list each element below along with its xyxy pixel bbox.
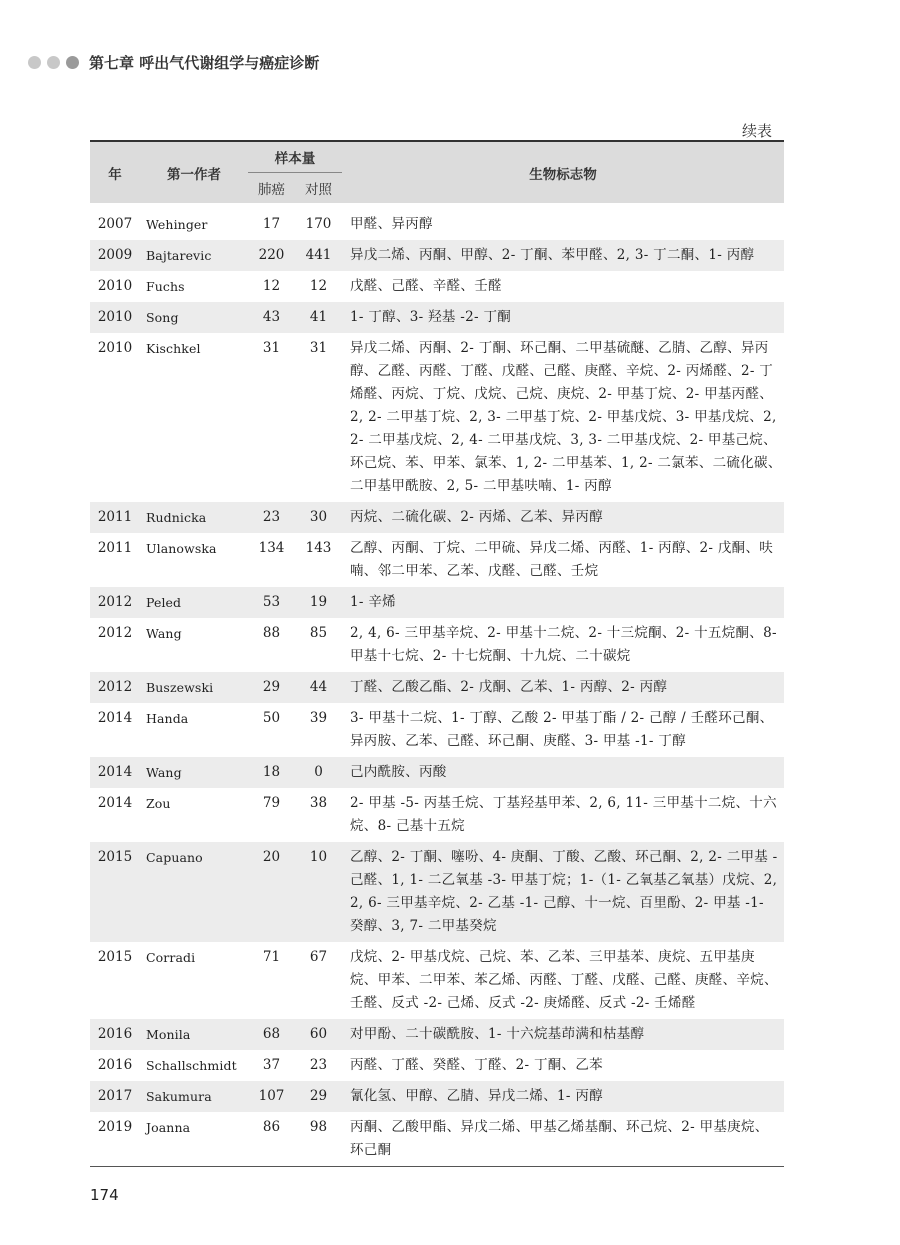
cell-biomarkers: 3- 甲基十二烷、1- 丁醇、乙酸 2- 甲基丁酯 / 2- 己醇 / 壬醛环己酮、异丙胺、乙苯、己醛、环己酮、庚醛、3- 甲基 -1- 丁醇 (350, 710, 774, 749)
cell-biomarkers: 己内酰胺、丙酸 (350, 764, 447, 780)
header-lung-cancer: 肺癌 (258, 182, 285, 198)
header-biomarkers: 生物标志物 (529, 166, 597, 183)
cell-year: 2016 (97, 1057, 133, 1073)
cell-year: 2017 (97, 1088, 133, 1104)
cell-year: 2015 (97, 849, 133, 865)
cell-author: Handa (146, 711, 189, 726)
continued-label: 续表 (741, 122, 772, 140)
cell-biomarkers: 氰化氢、甲醇、乙腈、异戊二烯、1- 丙醇 (350, 1088, 603, 1104)
cell-year: 2011 (97, 540, 133, 556)
cell-year: 2015 (97, 949, 133, 965)
cell-lung-cancer-count: 88 (262, 625, 281, 641)
table-body (90, 203, 784, 1167)
cell-author: Joanna (146, 1120, 191, 1135)
header-control: 对照 (305, 182, 332, 198)
cell-control-count: 38 (309, 795, 328, 811)
cell-biomarkers: 戊烷、2- 甲基戊烷、己烷、苯、乙苯、三甲基苯、庚烷、五甲基庚烷、甲苯、二甲苯、苯乙烯、丙醛、丁醛、戊醛、己醛、庚醛、辛烷、壬醛、反式 -2- 己烯、反式 -2- 庚烯醛、反式 -2- 壬烯醛 (350, 949, 778, 1011)
cell-control-count: 170 (305, 216, 332, 232)
cell-lung-cancer-count: 86 (262, 1119, 281, 1135)
cell-year: 2012 (97, 594, 133, 610)
table-row (90, 533, 784, 587)
table-row (90, 842, 784, 942)
cell-biomarkers: 异戊二烯、丙酮、2- 丁酮、环己酮、二甲基硫醚、乙腈、乙醇、异丙醇、乙醛、丙醛、丁醛、戊醛、己醛、庚醛、辛烷、2- 丙烯醛、2- 丁烯醛、丙烷、丁烷、戊烷、己烷、庚烷、2- 甲基丁烷、2- 甲基丙醛、2, 2- 二甲基丁烷、2, 3- 二甲基丁烷、2- 甲基戊烷、3- 甲基戊烷、2, 2- 二甲基戊烷、2, 4- 二甲基戊烷、3, 3- 二甲基戊烷、2- 甲基己烷、环己烷、苯、甲苯、氯苯、1, 2- 二甲基苯、1, 2- 二氯苯、二硫化碳、二甲基甲酰胺、2, 5- 二甲基呋喃、1- 丙醇 (350, 340, 782, 494)
cell-control-count: 31 (309, 340, 328, 356)
cell-author: Schallschmidt (146, 1058, 237, 1073)
cell-author: Corradi (146, 950, 196, 965)
cell-lung-cancer-count: 50 (262, 710, 281, 726)
table-row (90, 240, 784, 271)
table-row (90, 502, 784, 533)
header-sample-size: 样本量 (248, 141, 342, 173)
cell-author: Fuchs (146, 279, 185, 294)
cell-lung-cancer-count: 17 (262, 216, 281, 232)
cell-year: 2016 (97, 1026, 133, 1042)
cell-author: Sakumura (146, 1089, 212, 1104)
cell-lung-cancer-count: 68 (262, 1026, 281, 1042)
cell-year: 2019 (97, 1119, 133, 1135)
cell-control-count: 30 (309, 509, 328, 525)
cell-author: Zou (146, 796, 171, 811)
table-row (90, 333, 784, 502)
cell-control-count: 441 (305, 247, 332, 263)
cell-year: 2011 (97, 509, 133, 525)
cell-lung-cancer-count: 79 (262, 795, 281, 811)
cell-control-count: 143 (305, 540, 332, 556)
cell-biomarkers: 异戊二烯、丙酮、甲醇、2- 丁酮、苯甲醛、2, 3- 丁二酮、1- 丙醇 (350, 247, 755, 263)
table-row (90, 302, 784, 333)
cell-lung-cancer-count: 220 (258, 247, 285, 263)
cell-lung-cancer-count: 23 (262, 509, 281, 525)
cell-year: 2012 (97, 625, 133, 641)
cell-author: Bajtarevic (146, 248, 212, 263)
cell-biomarkers: 对甲酚、二十碳酰胺、1- 十六烷基茚满和枯基醇 (350, 1026, 645, 1042)
cell-lung-cancer-count: 107 (258, 1088, 285, 1104)
cell-lung-cancer-count: 20 (262, 849, 281, 865)
cell-lung-cancer-count: 18 (262, 764, 281, 780)
table-row (90, 1112, 784, 1167)
table-row (90, 618, 784, 672)
cell-author: Song (146, 310, 179, 325)
table-row (90, 1081, 784, 1112)
cell-biomarkers: 乙醇、2- 丁酮、噻吩、4- 庚酮、丁酸、乙酸、环己酮、2, 2- 二甲基 - 己醛、1, 1- 二乙氧基 -3- 甲基丁烷；1-（1- 乙氧基乙氧基）戊烷、2, 2, 6- 三甲基辛烷、2- 乙基 -1- 己醇、十一烷、百里酚、2- 甲基 -1- 癸醇、3, 7- 二甲基癸烷 (350, 849, 778, 934)
cell-year: 2014 (97, 764, 133, 780)
decorative-dot (28, 56, 41, 69)
chapter-title: 第七章 呼出气代谢组学与癌症诊断 (89, 54, 320, 72)
cell-biomarkers: 1- 丁醇、3- 羟基 -2- 丁酮 (350, 309, 512, 325)
table-row (90, 672, 784, 703)
cell-lung-cancer-count: 53 (262, 594, 281, 610)
cell-control-count: 85 (309, 625, 328, 641)
cell-control-count: 41 (309, 309, 328, 325)
cell-control-count: 44 (309, 679, 328, 695)
table-row (90, 703, 784, 757)
cell-biomarkers: 丙烷、二硫化碳、2- 丙烯、乙苯、异丙醇 (350, 509, 603, 525)
running-header (28, 52, 319, 73)
cell-year: 2012 (97, 679, 133, 695)
page-number: 174 (90, 1186, 119, 1204)
cell-control-count: 60 (309, 1026, 328, 1042)
table-row (90, 757, 784, 788)
cell-biomarkers: 丙酮、乙酸甲酯、异戊二烯、甲基乙烯基酮、环己烷、2- 甲基庚烷、环己酮 (350, 1119, 769, 1158)
cell-author: Wang (146, 765, 182, 780)
cell-author: Capuano (146, 850, 203, 865)
cell-control-count: 10 (309, 849, 328, 865)
table-row (90, 271, 784, 302)
table-row (90, 587, 784, 618)
cell-year: 2009 (97, 247, 133, 263)
cell-biomarkers: 乙醇、丙酮、丁烷、二甲硫、异戊二烯、丙醛、1- 丙醇、2- 戊酮、呋喃、邻二甲苯、乙苯、戊醛、己醛、壬烷 (350, 540, 774, 579)
decorative-dot (47, 56, 60, 69)
cell-control-count: 12 (309, 278, 328, 294)
cell-lung-cancer-count: 43 (262, 309, 281, 325)
cell-lung-cancer-count: 29 (262, 679, 281, 695)
cell-biomarkers: 丙醛、丁醛、癸醛、丁醛、2- 丁酮、乙苯 (350, 1057, 603, 1073)
cell-author: Wang (146, 626, 182, 641)
cell-biomarkers: 甲醛、异丙醇 (350, 216, 433, 232)
decorative-dot (66, 56, 79, 69)
cell-author: Peled (146, 595, 182, 610)
cell-lung-cancer-count: 31 (262, 340, 281, 356)
table-row (90, 1050, 784, 1081)
cell-control-count: 29 (309, 1088, 328, 1104)
table-row (90, 942, 784, 1019)
cell-biomarkers: 戊醛、己醛、辛醛、壬醛 (350, 278, 502, 294)
table-row (90, 203, 784, 240)
cell-biomarkers: 2- 甲基 -5- 丙基壬烷、丁基羟基甲苯、2, 6, 11- 三甲基十二烷、十六烷、8- 己基十五烷 (350, 795, 777, 834)
cell-author: Kischkel (146, 341, 201, 356)
cell-author: Monila (146, 1027, 191, 1042)
cell-biomarkers: 丁醛、乙酸乙酯、2- 戊酮、乙苯、1- 丙醇、2- 丙醇 (350, 679, 668, 695)
table-row (90, 1019, 784, 1050)
table-row (90, 788, 784, 842)
cell-author: Rudnicka (146, 510, 207, 525)
cell-year: 2010 (97, 278, 133, 294)
cell-author: Ulanowska (146, 541, 217, 556)
biomarker-table (90, 140, 784, 1167)
cell-lung-cancer-count: 12 (262, 278, 281, 294)
cell-control-count: 23 (309, 1057, 328, 1073)
cell-year: 2014 (97, 710, 133, 726)
cell-year: 2010 (97, 309, 133, 325)
cell-control-count: 98 (309, 1119, 328, 1135)
cell-lung-cancer-count: 71 (262, 949, 281, 965)
cell-author: Buszewski (146, 680, 214, 695)
cell-lung-cancer-count: 37 (262, 1057, 281, 1073)
cell-control-count: 0 (314, 764, 323, 780)
cell-lung-cancer-count: 134 (258, 540, 285, 556)
cell-author: Wehinger (146, 217, 208, 232)
cell-year: 2007 (97, 216, 133, 232)
cell-control-count: 67 (309, 949, 328, 965)
cell-year: 2014 (97, 795, 133, 811)
header-author: 第一作者 (167, 166, 221, 183)
cell-biomarkers: 1- 辛烯 (350, 594, 396, 610)
cell-control-count: 39 (309, 710, 328, 726)
cell-control-count: 19 (309, 594, 328, 610)
cell-biomarkers: 2, 4, 6- 三甲基辛烷、2- 甲基十二烷、2- 十三烷酮、2- 十五烷酮、8- 甲基十七烷、2- 十七烷酮、十九烷、二十碳烷 (350, 625, 777, 664)
header-year: 年 (108, 166, 122, 183)
cell-year: 2010 (97, 340, 133, 356)
